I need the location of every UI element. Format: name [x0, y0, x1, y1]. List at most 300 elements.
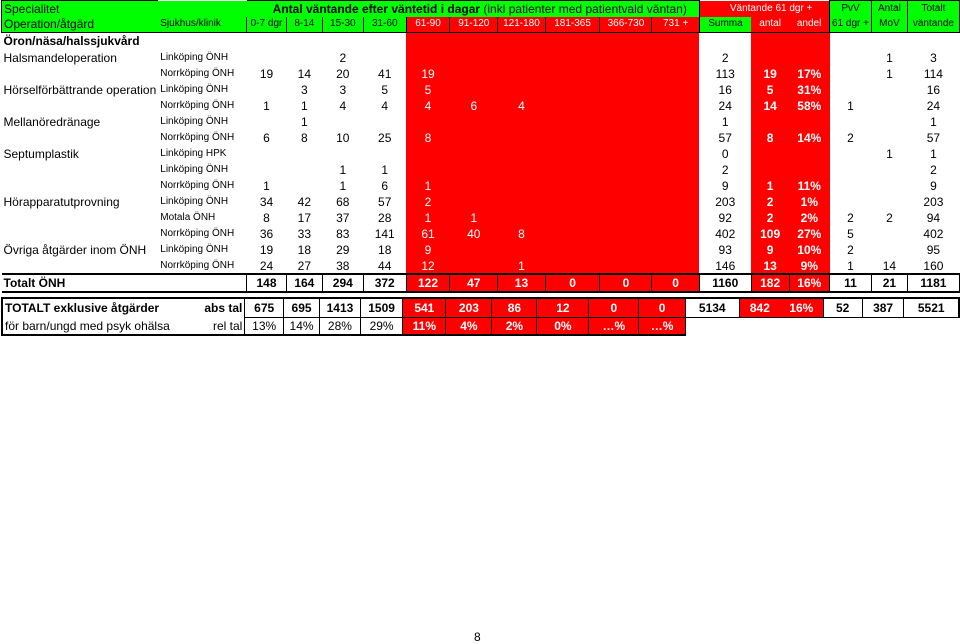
bucket-value [545, 82, 600, 99]
pvv-value [830, 50, 872, 67]
bucket-value: 6 [263, 131, 270, 145]
bucket-value [652, 67, 699, 82]
blank-cell [450, 33, 498, 50]
operation-label [2, 99, 159, 114]
summary-abs-value: 0 [639, 298, 685, 317]
andel-value: 10% [789, 242, 829, 259]
bucket-value [600, 50, 652, 67]
andel-value: 17% [789, 67, 829, 82]
bucket-value [498, 67, 545, 82]
bucket-value [652, 82, 699, 99]
data-row [2, 227, 960, 242]
bucket-value [406, 146, 450, 163]
total-bucket-value: 13 [498, 274, 545, 292]
bucket-value: 6 [381, 179, 389, 193]
summary-mov: 387 [862, 298, 904, 317]
bucket-value: 19 [259, 243, 274, 257]
bucket-value: 1 [263, 179, 270, 193]
bucket-value [363, 146, 406, 163]
total-row [2, 274, 960, 292]
operation-label: Hörapparatutprovning [3, 195, 120, 209]
header-antal-red: antal [751, 17, 789, 33]
data-row [2, 195, 960, 210]
bucket-value: 1 [300, 115, 308, 129]
totalt-value: 9 [930, 179, 937, 193]
bucket-value [247, 163, 287, 178]
total-bucket-value: 148 [247, 274, 287, 292]
bucket-value [498, 178, 545, 195]
bucket-value [545, 242, 600, 259]
clinic-label: Motala ÖNH [160, 212, 216, 223]
bucket-value: 29 [336, 243, 350, 257]
operation-label [2, 210, 159, 227]
andel-value [789, 163, 829, 178]
bucket-value [286, 163, 322, 178]
bucket-value [450, 163, 498, 178]
mov-value [872, 99, 908, 114]
bucket-value: 68 [336, 195, 350, 209]
summa-value: 93 [718, 243, 732, 257]
bucket-value: 8 [263, 211, 270, 225]
mov-value: 1 [886, 67, 893, 81]
bucket-value [600, 82, 652, 99]
summa-value: 1 [721, 115, 729, 129]
clinic-label: Norrköping ÖNH [160, 228, 235, 239]
andel-value: 2% [789, 210, 829, 227]
totalt-value: 3 [930, 51, 937, 65]
clinic-label: Norrköping ÖNH [160, 180, 235, 191]
bucket-value: 1 [450, 210, 498, 227]
mov-value [872, 242, 908, 259]
header-mov: MoV [872, 17, 908, 33]
bucket-value [406, 50, 450, 67]
header-klinik: Sjukhus/klinik [158, 17, 246, 33]
antal-value [751, 146, 789, 163]
bucket-value [498, 195, 545, 210]
bucket-value: 1 [300, 99, 308, 113]
bucket-value [545, 67, 600, 82]
summa-value: 24 [718, 99, 732, 113]
data-row [2, 242, 960, 259]
bucket-value: 9 [406, 242, 450, 259]
data-row [2, 131, 960, 146]
header-bucket: 121-180 [498, 17, 545, 33]
data-row [2, 163, 960, 178]
total-totalt: 1181 [907, 274, 959, 292]
totalt-value: 24 [926, 99, 941, 113]
summary-pvv: 52 [823, 298, 862, 317]
bucket-value [652, 99, 699, 114]
totalt-value: 402 [923, 227, 944, 241]
bucket-value [247, 114, 287, 131]
bucket-value: 8 [498, 227, 545, 242]
antal-value: 13 [751, 259, 789, 274]
summa-value: 57 [718, 131, 732, 145]
bucket-value [600, 114, 652, 131]
mov-value [872, 163, 908, 178]
bucket-value [652, 50, 699, 67]
header-bucket: 91-120 [450, 17, 498, 33]
header-61: 61 dgr + [830, 17, 872, 33]
bucket-value [406, 163, 450, 178]
mov-value: 1 [886, 147, 893, 161]
operation-label: Övriga åtgärder inom ÖNH [3, 243, 147, 257]
mov-value: 1 [886, 51, 893, 65]
total-bucket-value: 0 [545, 274, 600, 292]
total-bucket-value: 164 [286, 274, 322, 292]
clinic-label: Norrköping ÖNH [160, 132, 235, 143]
bucket-value: 8 [406, 131, 450, 146]
antal-value: 9 [751, 242, 789, 259]
operation-label [2, 67, 159, 82]
total-andel: 16% [789, 274, 829, 292]
mov-value [872, 195, 908, 210]
antal-value [751, 114, 789, 131]
bucket-value [450, 114, 498, 131]
header-pvv: PvV [830, 1, 872, 17]
summary-abs-value: 0 [589, 298, 639, 317]
blank-cell [751, 33, 789, 50]
total-bucket-value: 0 [600, 274, 652, 292]
andel-value [789, 50, 829, 67]
data-row [2, 178, 960, 195]
bucket-value [545, 227, 600, 242]
section-row [2, 33, 960, 50]
summary-rel-value: …% [589, 317, 639, 335]
bucket-value [498, 50, 545, 67]
summary-rel-value: 14% [284, 317, 320, 335]
pvv-value: 2 [847, 131, 854, 145]
data-row [2, 67, 960, 82]
bucket-value [652, 178, 699, 195]
bucket-value: 37 [336, 211, 350, 225]
antal-value [751, 163, 789, 178]
summa-value: 92 [718, 211, 732, 225]
mov-value [872, 131, 908, 146]
summa-value: 402 [715, 227, 736, 241]
andel-value: 58% [789, 99, 829, 114]
data-row [2, 259, 960, 274]
bucket-value [286, 50, 322, 67]
data-row [2, 114, 960, 131]
summary-antal: 842 [739, 298, 780, 317]
bucket-value [652, 131, 699, 146]
bucket-value: 18 [297, 243, 312, 257]
blank-cell [322, 33, 363, 50]
bucket-value [247, 50, 287, 67]
bucket-value [363, 50, 406, 67]
andel-value [789, 114, 829, 131]
bucket-value [498, 131, 545, 146]
data-row [2, 210, 960, 227]
totalt-value: 203 [923, 195, 944, 209]
pvv-value: 1 [847, 258, 854, 273]
bucket-value [652, 227, 699, 242]
totalt-value: 95 [926, 243, 941, 257]
andel-value: 27% [789, 227, 829, 242]
header-antal: Antal [872, 1, 908, 17]
antal-value: 2 [751, 210, 789, 227]
bucket-value: 28 [378, 211, 392, 225]
mov-value [872, 178, 908, 195]
andel-value: 1% [789, 195, 829, 210]
bucket-value: 19 [406, 67, 450, 82]
bucket-value: 61 [406, 227, 450, 242]
antal-value: 14 [751, 99, 789, 114]
summary-abs-value: 1509 [360, 298, 403, 317]
bucket-value [450, 67, 498, 82]
pvv-value [830, 114, 872, 131]
antal-value: 5 [751, 82, 789, 99]
operation-label: Halsmandeloperation [3, 51, 117, 65]
summary-abs-value: 1413 [320, 298, 361, 317]
total-mov: 21 [872, 274, 908, 292]
bucket-value: 41 [378, 67, 392, 81]
operation-label [2, 259, 159, 274]
blank-cell [907, 33, 959, 50]
bucket-value [545, 195, 600, 210]
bucket-value [450, 146, 498, 163]
clinic-label: Norrköping ÖNH [160, 68, 235, 79]
bucket-value: 12 [406, 259, 450, 274]
bucket-value: 33 [297, 227, 312, 241]
pvv-value [830, 195, 872, 210]
bucket-value [545, 210, 600, 227]
header-summa: Summa [699, 17, 751, 33]
header-vantande: Väntande 61 dgr + [699, 1, 829, 17]
data-row [2, 146, 960, 163]
section-title: Öron/näsa/halssjukvård [3, 34, 140, 49]
totalt-value: 57 [926, 131, 941, 145]
andel-value: 31% [789, 82, 829, 99]
totalt-value: 1 [930, 147, 937, 161]
operation-label [2, 131, 159, 146]
header-bucket: 31-60 [363, 17, 406, 33]
header-vantande-lower: väntande [907, 17, 959, 33]
bucket-value [652, 146, 699, 163]
andel-value: 14% [789, 131, 829, 146]
bucket-value: 10 [336, 131, 350, 145]
bucket-value [322, 114, 363, 131]
summary-rel-value: 11% [403, 317, 446, 335]
operation-label: Hörselförbättrande operation [3, 83, 157, 97]
total-antal: 182 [751, 274, 789, 292]
antal-value [751, 50, 789, 67]
bucket-value [450, 131, 498, 146]
blank-cell [247, 33, 287, 50]
summary-summa: 5134 [685, 298, 739, 317]
bucket-value [600, 259, 652, 274]
blank-cell [286, 33, 322, 50]
bucket-value: 1 [406, 210, 450, 227]
summary-abs-value: 695 [284, 298, 320, 317]
bucket-value: 1 [498, 259, 545, 274]
clinic-label: Linköping ÖNH [160, 196, 229, 207]
bucket-value [600, 178, 652, 195]
summary-rel-label: för barn/ungd med psyk ohälsa [2, 317, 178, 335]
header-title-bold: Antal väntande efter väntetid i dagar [272, 1, 481, 16]
bucket-value [545, 99, 600, 114]
bucket-value [450, 82, 498, 99]
totalt-value: 160 [923, 258, 944, 273]
header-blank [158, 1, 246, 17]
summary-abs-label: abs tal [178, 298, 245, 317]
mov-value: 2 [886, 211, 893, 225]
bucket-value: 4 [406, 99, 450, 114]
pvv-value [830, 146, 872, 163]
bucket-value [652, 114, 699, 131]
total-bucket-value: 0 [652, 274, 699, 292]
summary-rel-value: 2% [492, 317, 537, 335]
header-bucket: 15-30 [322, 17, 363, 33]
antal-value: 1 [751, 178, 789, 195]
pvv-value: 5 [847, 227, 854, 241]
operation-label: Mellanöredränage [3, 115, 101, 129]
summary-abs-value: 203 [446, 298, 492, 317]
bucket-value: 3 [339, 83, 347, 97]
bucket-value [286, 178, 322, 195]
bucket-value: 2 [339, 51, 347, 65]
summary-rel-value: 28% [320, 317, 361, 335]
waiting-list-table [1, 0, 960, 293]
antal-value: 109 [751, 227, 789, 242]
bucket-value: 18 [378, 243, 392, 257]
summa-value: 9 [721, 179, 729, 193]
summa-value: 203 [715, 195, 736, 209]
totalt-value: 16 [926, 83, 941, 97]
bucket-value: 4 [498, 99, 545, 114]
blank-cell [652, 33, 699, 50]
bucket-value: 4 [381, 99, 389, 113]
page-number: 8 [474, 630, 481, 644]
bucket-value: 34 [259, 195, 274, 209]
summary-rel-sub-label: rel tal [178, 317, 245, 335]
mov-value [872, 227, 908, 242]
summa-value: 16 [718, 83, 732, 97]
blank-cell [545, 33, 600, 50]
bucket-value: 4 [339, 99, 347, 113]
totalt-value: 2 [930, 163, 937, 177]
bucket-value [545, 259, 600, 274]
summary-table [1, 297, 960, 336]
bucket-value [286, 146, 322, 163]
bucket-value: 25 [378, 131, 392, 145]
bucket-value [450, 259, 498, 274]
pvv-value [830, 82, 872, 99]
bucket-value [545, 50, 600, 67]
bucket-value: 3 [300, 83, 308, 97]
bucket-value: 1 [339, 163, 347, 177]
antal-value: 19 [751, 67, 789, 82]
total-pvv: 11 [830, 274, 872, 292]
bucket-value: 141 [374, 227, 395, 241]
bucket-value [498, 82, 545, 99]
bucket-value: 5 [381, 83, 389, 97]
bucket-value [406, 114, 450, 131]
pvv-value: 1 [847, 99, 854, 113]
total-bucket-value: 294 [322, 274, 363, 292]
header-specialitet: Specialitet [2, 1, 159, 17]
summary-label: TOTALT exklusive åtgärder [2, 298, 178, 317]
blank-cell [830, 33, 872, 50]
pvv-value: 2 [847, 211, 854, 225]
header-bucket: 731 + [652, 17, 699, 33]
header-operation: Operation/åtgärd [2, 17, 159, 33]
summa-value: 2 [721, 163, 729, 177]
andel-value: 11% [789, 178, 829, 195]
pvv-value [830, 163, 872, 178]
bucket-value: 17 [297, 211, 312, 225]
clinic-label: Norrköping ÖNH [160, 100, 235, 111]
blank-cell [406, 33, 450, 50]
bucket-value [600, 99, 652, 114]
bucket-value [247, 146, 287, 163]
bucket-value [450, 242, 498, 259]
bucket-value [498, 163, 545, 178]
bucket-value [652, 195, 699, 210]
summary-rel-value: 4% [446, 317, 492, 335]
header-totalt: Totalt [907, 1, 959, 17]
blank-cell [789, 33, 829, 50]
bucket-value: 24 [259, 258, 274, 273]
bucket-value: 5 [406, 82, 450, 99]
bucket-value: 8 [300, 131, 308, 145]
bucket-value [545, 163, 600, 178]
bucket-value [652, 210, 699, 227]
bucket-value: 83 [336, 227, 350, 241]
operation-label [2, 163, 159, 178]
total-summa: 1160 [699, 274, 751, 292]
bucket-value: 19 [259, 67, 274, 81]
bucket-value [450, 50, 498, 67]
header-row [2, 17, 960, 33]
data-row [2, 99, 960, 114]
clinic-label: Linköping ÖNH [160, 52, 229, 63]
bucket-value [450, 195, 498, 210]
bucket-value: 36 [259, 227, 274, 241]
operation-label: Septumplastik [3, 147, 79, 161]
bucket-value: 42 [297, 195, 312, 209]
header-bucket: 61-90 [406, 17, 450, 33]
header-title [247, 1, 700, 17]
bucket-value [600, 210, 652, 227]
summary-abs-value: 86 [492, 298, 537, 317]
bucket-value: 1 [381, 163, 389, 177]
summary-rel-value: …% [639, 317, 685, 335]
total-label: Totalt ÖNH [2, 274, 247, 292]
bucket-value [247, 82, 287, 99]
total-bucket-value: 47 [450, 274, 498, 292]
summa-value: 0 [721, 147, 729, 161]
clinic-label: Norrköping ÖNH [160, 259, 235, 271]
bucket-value [600, 227, 652, 242]
bucket-value [545, 131, 600, 146]
summary-abs-value: 541 [403, 298, 446, 317]
totalt-value: 114 [923, 67, 943, 81]
bucket-value [322, 146, 363, 163]
bucket-value [498, 242, 545, 259]
header-bucket: 0-7 dgr [247, 17, 287, 33]
clinic-label: Linköping ÖNH [160, 84, 229, 95]
bucket-value: 1 [339, 179, 347, 193]
andel-value: 9% [789, 259, 829, 274]
bucket-value [652, 242, 699, 259]
bucket-value [600, 242, 652, 259]
clinic-label: Linköping ÖNH [160, 164, 229, 175]
header-bucket: 366-730 [600, 17, 652, 33]
operation-label [2, 178, 159, 195]
bucket-value: 27 [297, 258, 312, 273]
